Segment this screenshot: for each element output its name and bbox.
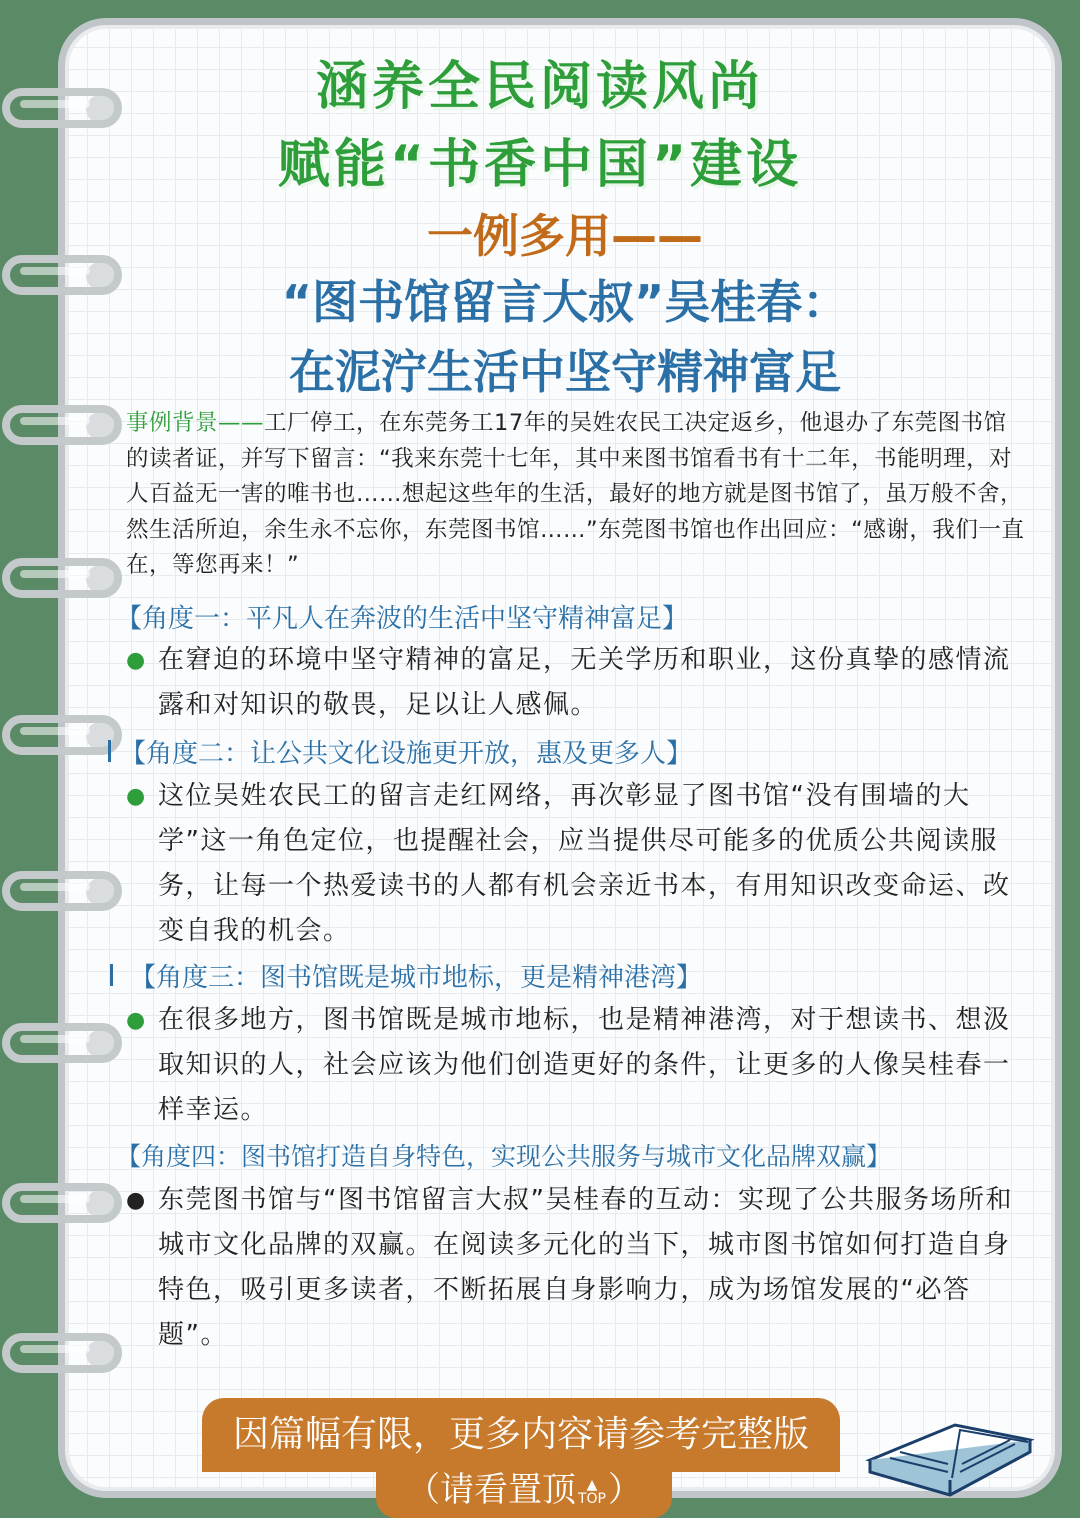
angle-heading-3: 【角度三：图书馆既是城市地标，更是精神港湾】 [130, 963, 703, 993]
section-marker [110, 964, 113, 986]
angle-text-1: 在窘迫的环境中坚守精神的富足，无关学历和职业，这份真挚的感情流露和对知识的敬畏，足以让人感佩。 [158, 645, 1011, 720]
section-marker [108, 740, 111, 762]
binder-ring [2, 1333, 122, 1373]
angle-point-2 [126, 774, 1026, 954]
footer-banner: 因篇幅有限，更多内容请参考完整版 [202, 1398, 840, 1472]
binder-ring [2, 1183, 122, 1223]
binder-ring [2, 715, 122, 755]
angle-heading-2: 【角度二：让公共文化设施更开放，惠及更多人】 [120, 739, 693, 769]
angle-point-1 [126, 638, 1026, 728]
subtitle: 一例多用—— [427, 209, 703, 263]
top-arrow-icon: ▲ TOP [577, 1476, 606, 1507]
binder-ring [2, 558, 122, 598]
background-text: 工厂停工，在东莞务工17年的吴姓农民工决定返乡，他退办了东莞图书馆的读者证，并写下留言：“我来东莞十七年，其中来图书馆看书有十二年，书能明理，对人百益无一害的唯书也……想起这些年的生活，最好的地方就是图书馆了，虽万般不舍，然生活所迫，余生永不忘你，东莞图书馆……”东莞图书馆也作出回应：“感谢，我们一直在，等您再来！” [126, 410, 1025, 578]
background-label: 事例背景—— [126, 410, 265, 436]
bullet-dot: ● [126, 784, 146, 809]
case-background [126, 406, 1026, 584]
top-label: TOP [577, 1490, 606, 1507]
bullet-dot: ● [126, 1008, 146, 1033]
angle-point-3 [126, 998, 1026, 1133]
headline-line1: “图书馆留言大叔”吴桂春： [281, 275, 849, 329]
main-title-line1: 涵养全民阅读风尚 [315, 57, 764, 117]
angle-text-2: 这位吴姓农民工的留言走红网络，再次彰显了图书馆“没有围墙的大学”这一角色定位，也提醒社会，应当提供尽可能多的优质公共阅读服务，让每一个热爱读书的人都有机会亲近书本，有用知识改变命运、改变自我的机会。 [158, 781, 1011, 946]
pinned-hint-open: （请看置顶 [405, 1470, 576, 1510]
angle-point-4 [126, 1178, 1026, 1358]
angle-text-3: 在很多地方，图书馆既是城市地标，也是精神港湾，对于想读书、想汲取知识的人，社会应该为他们创造更好的条件，让更多的人像吴桂春一样幸运。 [158, 1005, 1011, 1125]
pinned-hint[interactable] [376, 1462, 672, 1518]
bullet-dot: ● [126, 1188, 146, 1213]
binder-ring [2, 405, 122, 445]
pinned-hint-close: ） [608, 1470, 642, 1510]
open-book-icon [850, 1400, 1050, 1510]
main-title-line2: 赋能“书香中国”建设 [277, 135, 803, 195]
angle-text-4: 东莞图书馆与“图书馆留言大叔”吴桂春的互动：实现了公共服务场所和城市文化品牌的双赢。在阅读多元化的当下，城市图书馆如何打造自身特色，吸引更多读者，不断拓展自身影响力，成为场馆发展的“必答题”。 [158, 1185, 1013, 1350]
binder-ring [2, 1023, 122, 1063]
binder-ring [2, 871, 122, 911]
angle-heading-1: 【角度一：平凡人在奔波的生活中坚守精神富足】 [116, 604, 689, 634]
angle-heading-4: 【角度四：图书馆打造自身特色，实现公共服务与城市文化品牌双赢】 [116, 1142, 892, 1171]
headline-line2: 在泥泞生活中坚守精神富足 [289, 345, 841, 399]
bullet-dot: ● [126, 648, 146, 673]
